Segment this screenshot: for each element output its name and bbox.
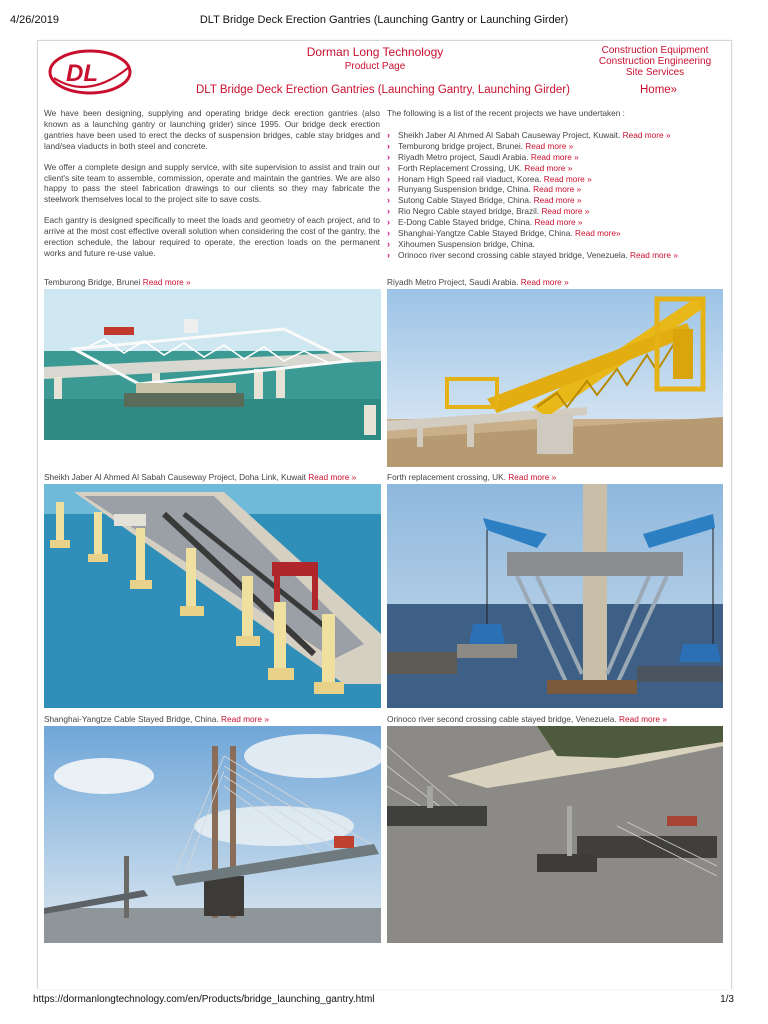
chevron-right-icon: ›	[387, 140, 390, 151]
project-item	[387, 206, 727, 217]
page-title: DLT Bridge Deck Erection Gantries (Launching Gantry, Launching Girder)	[196, 84, 570, 96]
nav-link-construction-engineering[interactable]: Construction Engineering	[598, 56, 712, 67]
temburong-gantry-image[interactable]	[44, 289, 381, 440]
project-name: Shanghai-Yangtze Cable Stayed Bridge, China.	[398, 228, 573, 239]
project-item	[387, 163, 727, 174]
project-name: Sutong Cable Stayed Bridge, China.	[398, 195, 532, 206]
read-more-link[interactable]: Read more »	[622, 129, 671, 140]
read-more-link[interactable]: Read more »	[533, 184, 582, 195]
read-more-link[interactable]: Read more »	[308, 472, 357, 482]
chevron-right-icon: ›	[387, 195, 390, 206]
nav-link-construction-equipment[interactable]: Construction Equipment	[601, 45, 709, 56]
orinoco-crossing-image[interactable]	[387, 726, 723, 943]
project-name: Orinoco river second crossing cable stayed bridge, Venezuela.	[398, 249, 628, 260]
intro-text	[44, 108, 380, 269]
project-item	[387, 228, 727, 239]
riyadh-gantry-image[interactable]	[387, 289, 723, 467]
chevron-right-icon: ›	[387, 151, 390, 162]
project-item	[387, 141, 727, 152]
project-item	[387, 174, 727, 185]
shanghai-yangtze-image[interactable]	[44, 726, 381, 943]
intro-paragraph: We offer a complete design and supply service, with site supervision to assist and train our client's site team to assemble, commission, operate and maintain the gantries. We are also happy to pass the steel fabrication drawings to our clients so they may fabricate the steelwork themselves local to the project site to save costs.	[44, 161, 380, 205]
read-more-link[interactable]: Read more »	[530, 151, 579, 162]
chevron-right-icon: ›	[387, 238, 390, 249]
project-item	[387, 250, 727, 261]
project-name: Forth Replacement Crossing, UK.	[398, 162, 523, 173]
project-name: Honam High Speed rail viaduct, Korea.	[398, 173, 542, 184]
chevron-right-icon: ›	[387, 129, 390, 140]
intro-paragraph: We have been designing, supplying and operating bridge deck erection gantries (also known as a launching gantry or launching grider) since 1995. Our bridge deck erection gantries have been used to erect the decks of suspension bridges, cable stay bridges and land/sea viaducts in both steel and concrete.	[44, 108, 380, 151]
read-more-link[interactable]: Read more »	[543, 173, 592, 184]
gallery-caption-kuwait: Sheikh Jaber Al Ahmed Al Sabah Causeway Project, Doha Link, Kuwait Read more »	[44, 472, 357, 482]
chevron-right-icon: ›	[387, 162, 390, 173]
page-subtitle: Product Page	[344, 61, 406, 72]
chevron-right-icon: ›	[387, 228, 390, 239]
print-page-number: 1/3	[720, 994, 734, 1005]
chevron-right-icon: ›	[387, 217, 390, 228]
gallery-caption-riyadh: Riyadh Metro Project, Saudi Arabia. Read more »	[387, 277, 569, 287]
read-more-link[interactable]: Read more »	[142, 277, 191, 287]
chevron-right-icon: ›	[387, 206, 390, 217]
forth-crossing-image[interactable]	[387, 484, 723, 708]
gallery-caption-orinoco: Orinoco river second crossing cable stayed bridge, Venezuela. Read more »	[387, 714, 667, 724]
read-more-link[interactable]: Read more »	[220, 714, 269, 724]
read-more-link[interactable]: Read more»	[574, 228, 621, 239]
project-item	[387, 130, 727, 141]
read-more-link[interactable]: Read more »	[619, 714, 667, 724]
project-name: Rio Negro Cable stayed bridge, Brazil.	[398, 206, 540, 217]
project-item	[387, 184, 727, 195]
project-name: Runyang Suspension bridge, China.	[398, 184, 531, 195]
read-more-link[interactable]: Read more »	[630, 249, 678, 260]
header-nav	[590, 45, 720, 78]
brand-block	[270, 45, 480, 72]
gallery-caption-forth: Forth replacement crossing, UK. Read more »	[387, 472, 557, 482]
project-item	[387, 239, 727, 250]
print-title: DLT Bridge Deck Erection Gantries (Launching Gantry or Launching Girder)	[199, 14, 569, 26]
project-name: E-Dong Cable Stayed bridge, China.	[398, 217, 533, 228]
read-more-link[interactable]: Read more »	[534, 217, 583, 228]
project-name: Xihoumen Suspension bridge, China.	[398, 238, 535, 249]
kuwait-gantry-image[interactable]	[44, 484, 381, 708]
read-more-link[interactable]: Read more »	[508, 472, 557, 482]
read-more-link[interactable]: Read more »	[533, 195, 582, 206]
project-name: Temburong bridge project, Brunei.	[398, 140, 523, 151]
project-name: Riyadh Metro project, Saudi Arabia.	[398, 151, 529, 162]
project-name: Sheikh Jaber Al Ahmed Al Sabah Causeway Project, Kuwait.	[398, 129, 621, 140]
gallery-caption-temburong: Temburong Bridge, Brunei Read more »	[44, 277, 191, 287]
chevron-right-icon: ›	[387, 173, 390, 184]
logo-text: DL	[66, 60, 98, 87]
chevron-right-icon: ›	[387, 249, 390, 260]
gallery-caption-shanghai: Shanghai-Yangtze Cable Stayed Bridge, China. Read more »	[44, 714, 269, 724]
project-item	[387, 152, 727, 163]
company-name[interactable]: Dorman Long Technology	[306, 45, 444, 59]
chevron-right-icon: ›	[387, 184, 390, 195]
print-date: 4/26/2019	[10, 14, 59, 26]
project-item	[387, 217, 727, 228]
nav-link-site-services[interactable]: Site Services	[625, 67, 685, 78]
print-url: https://dormanlongtechnology.com/en/Products/bridge_launching_gantry.html	[33, 994, 375, 1005]
project-list-lead: The following is a list of the recent projects we have undertaken :	[387, 108, 625, 118]
read-more-link[interactable]: Read more »	[541, 206, 590, 217]
read-more-link[interactable]: Read more »	[524, 162, 573, 173]
dl-logo[interactable]	[48, 48, 132, 96]
read-more-link[interactable]: Read more »	[525, 140, 574, 151]
read-more-link[interactable]: Read more »	[520, 277, 569, 287]
project-item	[387, 195, 727, 206]
project-list	[387, 108, 727, 261]
intro-paragraph: Each gantry is designed specifically to meet the loads and geometry of each project, and to arrive at the most cost effective overall solution when considering the cost of the gantry, the erection schedule, the labour required to operate, the erection loads on the permanent works and future re-use value.	[44, 215, 380, 258]
home-link[interactable]: Home»	[640, 84, 678, 96]
